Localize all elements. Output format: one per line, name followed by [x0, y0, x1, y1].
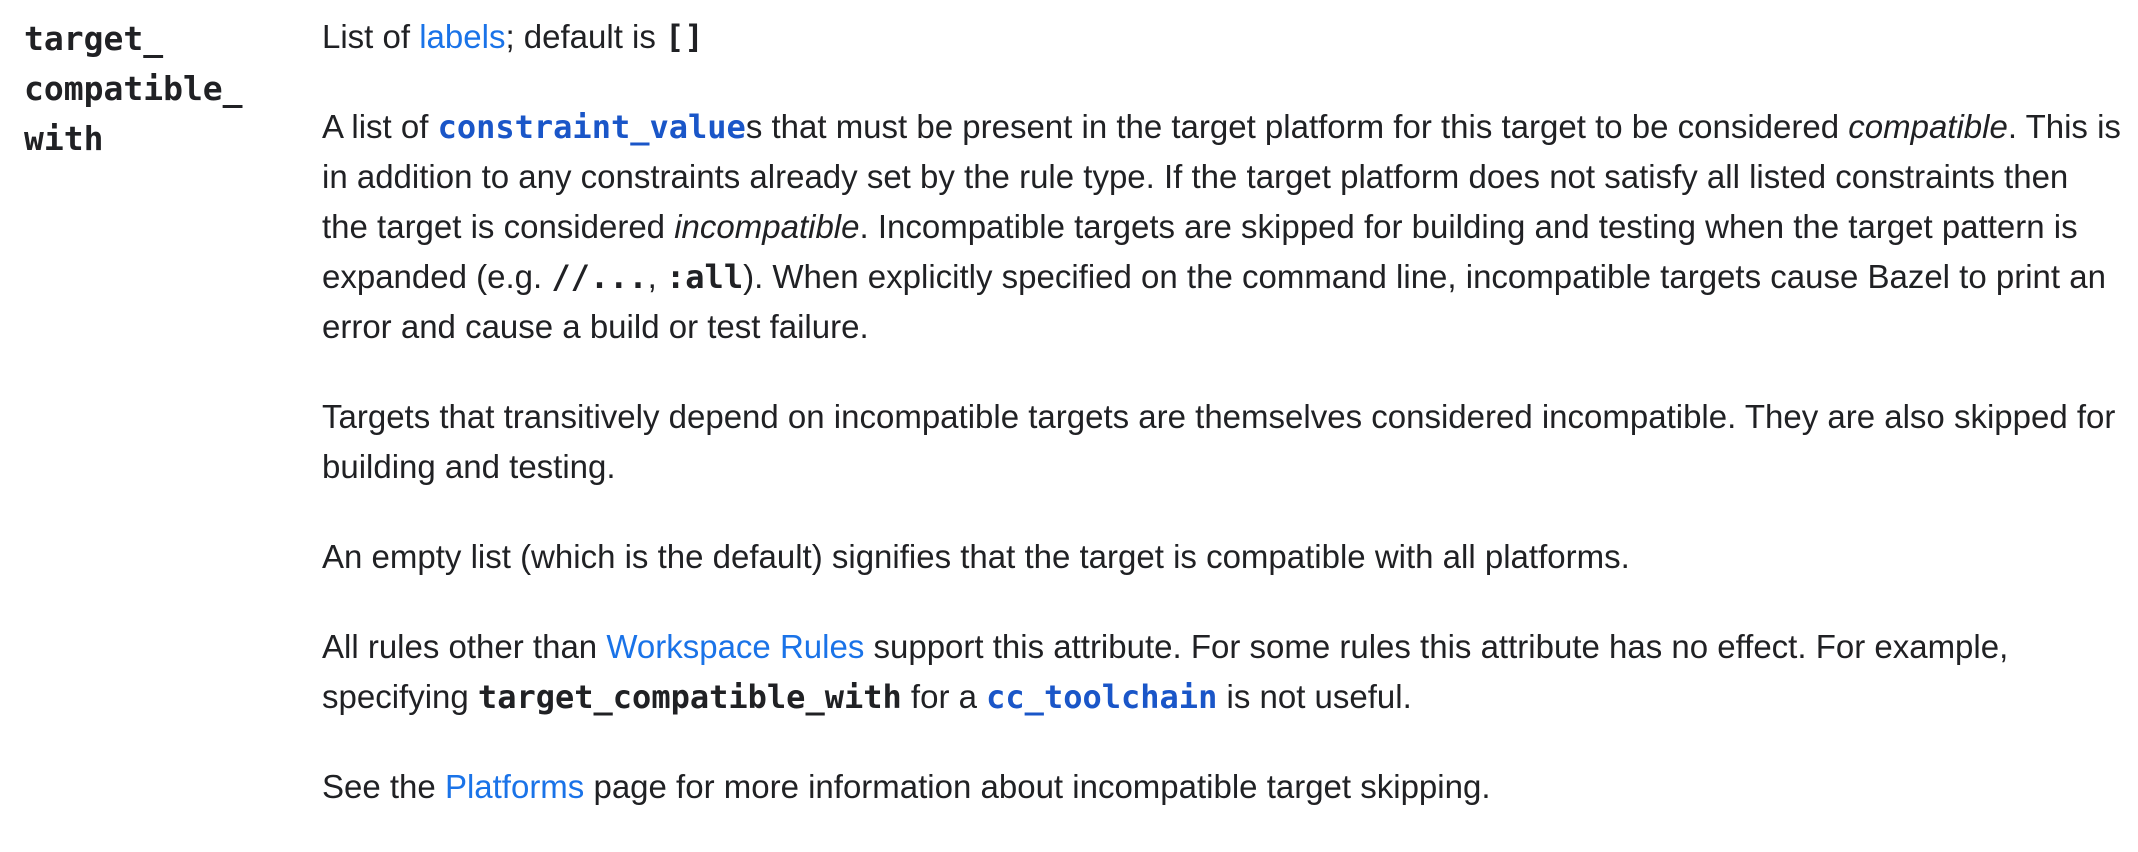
attribute-description	[322, 12, 2122, 852]
attribute-code: target_compatible_with	[477, 678, 902, 716]
paragraph-platforms: See the Platforms page for more information about incompatible target skipping.	[322, 768, 1491, 805]
platforms-link[interactable]: Platforms	[444, 768, 585, 805]
constraint-value-link[interactable]: constraint_value	[437, 108, 746, 146]
pattern-code-all-targets: //...	[551, 258, 648, 296]
paragraph-constraints: A list of constraint_values that must be present in the target platform for this target to be considered compatible. This is in addition to any constraints already set by the rule type. If the target platform does not satisfy all listed constraints then the target is considered incompatible. Incompatible targets are skipped for building and testing when the target pattern is expanded (e.g. //..., :all). When explicitly specified on the command line, incompatible targets cause Bazel to print an error and cause a build or test failure.	[322, 108, 2121, 345]
incompatible-emphasis: incompatible	[674, 208, 860, 245]
paragraph-empty-list: An empty list (which is the default) signifies that the target is compatible with all platforms.	[322, 538, 1630, 575]
attribute-name-line-2: compatible_	[24, 69, 243, 108]
workspace-rules-link[interactable]: Workspace Rules	[606, 628, 865, 665]
cc-toolchain-link[interactable]: cc_toolchain	[986, 678, 1218, 716]
compatible-emphasis: compatible	[1848, 108, 2008, 145]
pattern-code-all: :all	[666, 258, 744, 296]
labels-link[interactable]: labels	[419, 18, 506, 55]
attribute-name-line-1: target_	[24, 19, 164, 58]
attribute-name-line-3: with	[24, 119, 104, 158]
paragraph-transitive: Targets that transitively depend on incompatible targets are themselves considered incompatible. They are also skipped for building and testing.	[322, 398, 2116, 485]
attribute-name	[24, 14, 304, 164]
default-value: []	[665, 18, 704, 56]
type-line: List of labels; default is []	[322, 18, 704, 56]
paragraph-all-rules: All rules other than Workspace Rules support this attribute. For some rules this attribute has no effect. For example, specifying target_compatible_with for a cc_toolchain is not useful.	[322, 628, 2009, 716]
